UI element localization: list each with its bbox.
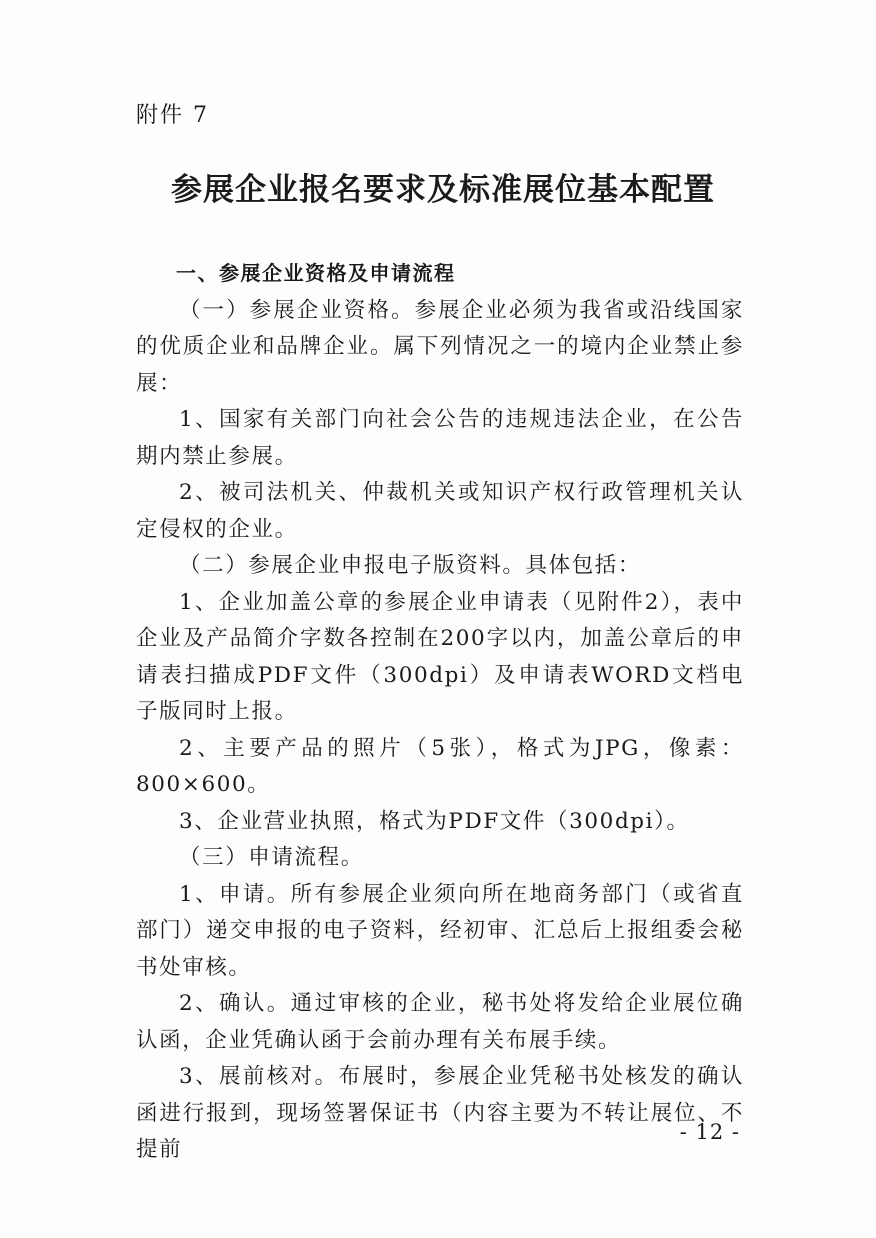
page-number: - 12 - <box>679 1120 740 1144</box>
attachment-label: 附件 7 <box>136 103 209 128</box>
paragraph: 2、被司法机关、仲裁机关或知识产权行政管理机关认定侵权的企业。 <box>136 480 744 542</box>
document-body <box>136 255 744 1169</box>
paragraph: 1、国家有关部门向社会公告的违规违法企业，在公告期内禁止参展。 <box>136 407 744 469</box>
paragraph: （一）参展企业资格。参展企业必须为我省或沿线国家的优质企业和品牌企业。属下列情况之一的境内企业禁止参展： <box>136 297 744 396</box>
paragraph: 2、主要产品的照片（5张），格式为JPG，像素：800×600。 <box>136 735 744 797</box>
paragraph: 1、申请。所有参展企业须向所在地商务部门（或省直部门）递交申报的电子资料，经初审、汇总后上报组委会秘书处审核。 <box>136 881 744 980</box>
paragraph: 1、企业加盖公章的参展企业申请表（见附件2），表中企业及产品简介字数各控制在200字以内，加盖公章后的申请表扫描成PDF文件（300dpi）及申请表WORD文档电子版同时上报。 <box>136 589 744 724</box>
paragraph: （三）申请流程。 <box>179 845 364 870</box>
paragraph: （二）参展企业申报电子版资料。具体包括： <box>179 553 642 578</box>
paragraph: 3、展前核对。布展时，参展企业凭秘书处核发的确认函进行报到，现场签署保证书（内容主要为不转让展位、不提前 <box>136 1064 744 1162</box>
paragraph: 3、企业营业执照，格式为PDF文件（300dpi）。 <box>179 808 690 834</box>
section-heading: 一、参展企业资格及申请流程 <box>176 261 456 285</box>
document-title: 参展企业报名要求及标准展位基本配置 <box>171 172 715 208</box>
paragraph: 2、确认。通过审核的企业，秘书处将发给企业展位确认函，企业凭确认函于会前办理有关布展手续。 <box>136 991 744 1053</box>
